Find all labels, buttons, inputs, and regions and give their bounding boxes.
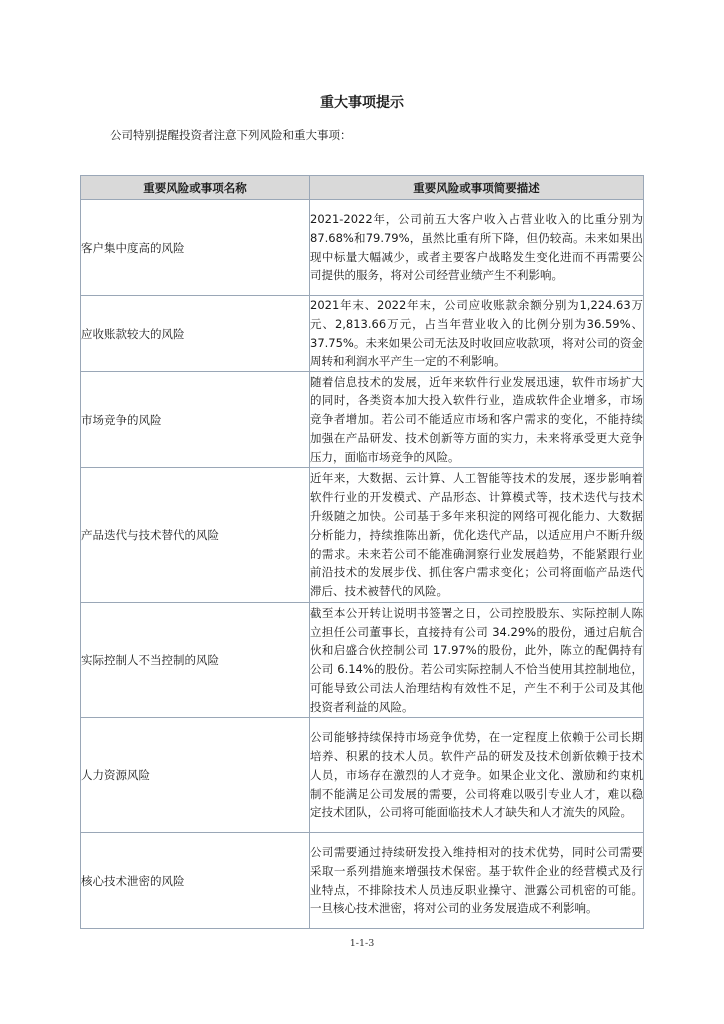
risk-name: 产品迭代与技术替代的风险 (81, 468, 310, 603)
table-row (81, 296, 644, 372)
risk-description: 2021年末、2022年末，公司应收账款余额分别为1,224.63万元、2,813.66万元，占当年营业收入的比例分别为36.59%、37.75%。未来如果公司无法及时收回应收款项，将对公司的资金周转和利润水平产生一定的不利影响。 (310, 296, 644, 372)
risk-description: 2021-2022年，公司前五大客户收入占营业收入的比重分别为87.68%和79.79%，虽然比重有所下降，但仍较高。未来如果出现中标量大幅减少，或者主要客户战略发生变化进而不再需要公司提供的服务，将对公司经营业绩产生不利影响。 (310, 200, 644, 296)
risk-description: 公司需要通过持续研发投入维持相对的技术优势，同时公司需要采取一系列措施来增强技术保密。基于软件企业的经营模式及行业特点，不排除技术人员违反职业操守、泄露公司机密的可能。一旦核心技术泄密，将对公司的业务发展造成不利影响。 (310, 833, 644, 929)
risk-name: 应收账款较大的风险 (81, 296, 310, 372)
risk-name: 市场竞争的风险 (81, 372, 310, 468)
risk-description: 近年来，大数据、云计算、人工智能等技术的发展，逐步影响着软件行业的开发模式、产品形态、计算模式等，技术迭代与技术升级随之加快。公司基于多年来积淀的网络可视化能力、大数据分析能力，持续推陈出新，优化迭代产品，以适应用户不断升级的需求。未来若公司不能准确洞察行业发展趋势，不能紧跟行业前沿技术的发展步伐、抓住客户需求变化；公司将面临产品迭代滞后、技术被替代的风险。 (310, 468, 644, 603)
risk-description: 公司能够持续保持市场竞争优势，在一定程度上依赖于公司长期培养、积累的技术人员。软件产品的研发及技术创新依赖于技术人员，市场存在激烈的人才竞争。如果企业文化、激励和约束机制不能满足公司发展的需要，公司将难以吸引专业人才，难以稳定技术团队，公司将可能面临技术人才缺失和人才流失的风险。 (310, 718, 644, 833)
risk-description: 截至本公开转让说明书签署之日，公司控股股东、实际控制人陈立担任公司董事长，直接持有公司 34.29%的股份，通过启航合伙和启盛合伙控制公司 17.97%的股份，此外，陈立的配偶持有公司 6.14%的股份。若公司实际控制人不恰当使用其控制地位，可能导致公司法人治理结构有效性不足，产生不利于公司及其他投资者利益的风险。 (310, 603, 644, 718)
table-row (81, 833, 644, 929)
risk-name: 实际控制人不当控制的风险 (81, 603, 310, 718)
intro-paragraph: 公司特别提醒投资者注意下列风险和重大事项： (110, 128, 352, 142)
table-row (81, 603, 644, 718)
page-title: 重大事项提示 (320, 95, 404, 111)
table-row (81, 468, 644, 603)
table-row (81, 372, 644, 468)
header-risk-name: 重要风险或事项名称 (81, 176, 310, 200)
table-row (81, 200, 644, 296)
risk-name: 人力资源风险 (81, 718, 310, 833)
risk-name: 核心技术泄密的风险 (81, 833, 310, 929)
risk-name: 客户集中度高的风险 (81, 200, 310, 296)
risk-table (80, 175, 644, 929)
header-risk-description: 重要风险或事项简要描述 (310, 176, 644, 200)
page-number: 1-1-3 (349, 938, 375, 949)
table-row (81, 718, 644, 833)
table-header-row (81, 176, 644, 200)
risk-description: 随着信息技术的发展，近年来软件行业发展迅速，软件市场扩大的同时，各类资本加大投入软件行业，造成软件企业增多，市场竞争者增加。若公司不能适应市场和客户需求的变化，不能持续加强在产品研发、技术创新等方面的实力，未来将承受更大竞争压力，面临市场竞争的风险。 (310, 372, 644, 468)
